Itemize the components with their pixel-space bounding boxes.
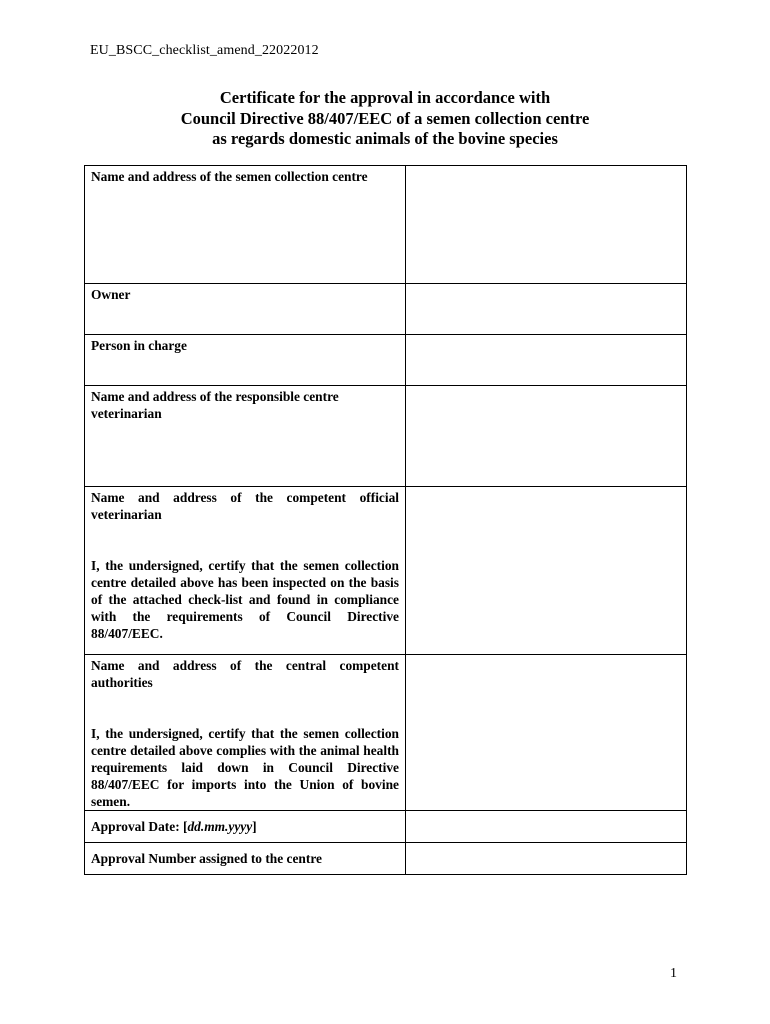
label-owner-text: Owner <box>91 287 131 302</box>
certification-official-veterinarian: I, the undersigned, certify that the semen collection centre detailed above has been inspected on the basis of the attached check-list and found in compliance with the requirements of Council Directive 88/407/EEC. <box>91 558 399 641</box>
field-central-authorities[interactable] <box>406 655 687 811</box>
label-person-in-charge-text: Person in charge <box>91 338 187 353</box>
certificate-title <box>84 88 686 150</box>
label-approval-number <box>85 843 406 875</box>
label-official-veterinarian-text: Name and address of the competent official veterinarian <box>91 490 399 522</box>
field-approval-number[interactable] <box>406 843 687 875</box>
row-owner <box>85 284 687 335</box>
label-approval-date-suffix: ] <box>252 819 257 834</box>
row-person-in-charge <box>85 335 687 386</box>
label-centre-veterinarian <box>85 386 406 487</box>
field-person-in-charge[interactable] <box>406 335 687 386</box>
field-centre-veterinarian[interactable] <box>406 386 687 487</box>
field-approval-date[interactable] <box>406 811 687 843</box>
spacer <box>91 691 399 725</box>
title-line-3: as regards domestic animals of the bovine species <box>212 129 558 148</box>
label-collection-centre <box>85 166 406 284</box>
row-approval-date <box>85 811 687 843</box>
label-approval-date <box>85 811 406 843</box>
label-approval-date-text: Approval Date: [ <box>91 819 188 834</box>
field-collection-centre[interactable] <box>406 166 687 284</box>
row-collection-centre <box>85 166 687 284</box>
label-collection-centre-text: Name and address of the semen collection centre <box>91 169 368 184</box>
label-person-in-charge <box>85 335 406 386</box>
row-central-authorities <box>85 655 687 811</box>
title-line-2: Council Directive 88/407/EEC of a semen collection centre <box>180 108 590 128</box>
label-owner <box>85 284 406 335</box>
row-official-veterinarian <box>85 487 687 655</box>
field-official-veterinarian[interactable] <box>406 487 687 655</box>
spacer <box>91 523 399 557</box>
label-approval-number-text: Approval Number assigned to the centre <box>91 851 322 866</box>
label-centre-veterinarian-text: Name and address of the responsible centre veterinarian <box>91 389 339 421</box>
label-official-veterinarian <box>85 487 406 655</box>
title-line-1: Certificate for the approval in accordance with <box>219 88 551 107</box>
field-owner[interactable] <box>406 284 687 335</box>
certification-central-authorities: I, the undersigned, certify that the semen collection centre detailed above complies with the animal health requirements laid down in Council Directive 88/407/EEC for imports into the Union of bovine semen. <box>91 726 399 809</box>
label-central-authorities-text: Name and address of the central competent authorities <box>91 658 399 690</box>
date-format-hint: dd.mm.yyyy <box>187 819 253 834</box>
document-file-reference: EU_BSCC_checklist_amend_22022012 <box>90 43 319 58</box>
row-approval-number <box>85 843 687 875</box>
page-number: 1 <box>670 966 677 981</box>
label-central-authorities <box>85 655 406 811</box>
row-centre-veterinarian <box>85 386 687 487</box>
approval-form-table <box>84 165 687 875</box>
